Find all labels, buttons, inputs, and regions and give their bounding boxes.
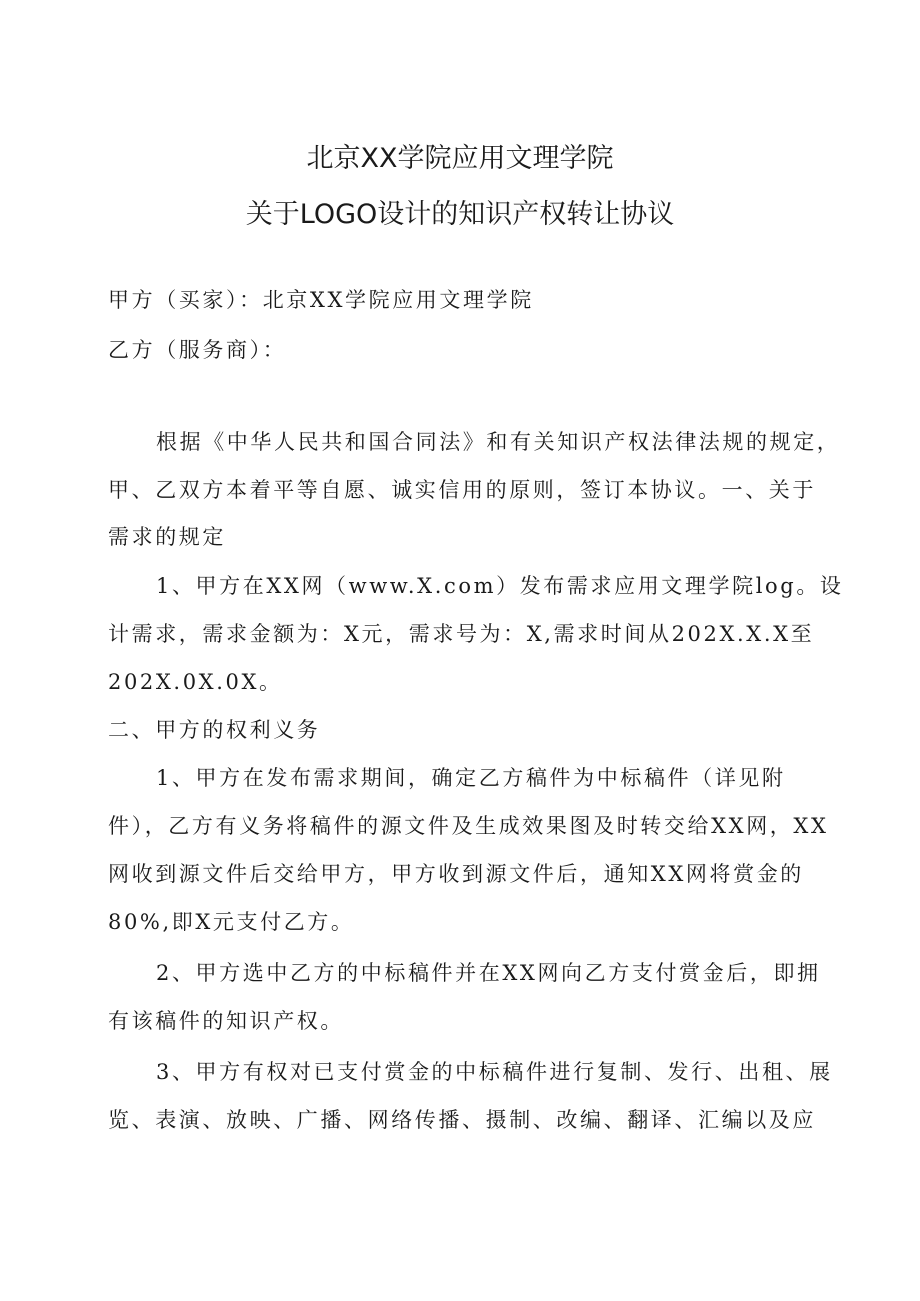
intro-line-3: 需求的规定	[108, 525, 226, 549]
clause3-line-1: 3、甲方有权对已支付赏金的中标稿件进行复制、发行、出租、展	[156, 1060, 833, 1084]
clause2-line-2: 有该稿件的知识产权。	[108, 1009, 344, 1033]
document-title-line1: 北京XX学院应用文理学院	[306, 143, 614, 174]
party-a-line: 甲方（买家）：北京XX学院应用文理学院	[108, 288, 534, 312]
demand-line-1: 1、甲方在XX网（www.X.com）发布需求应用文理学院log。设	[156, 574, 844, 598]
clause1-line-2: 件），乙方有义务将稿件的源文件及生成效果图及时转交给XX网，XX	[108, 814, 829, 838]
intro-line-1: 根据《中华人民共和国合同法》和有关知识产权法律法规的规定，	[156, 430, 841, 454]
document-title-line2: 关于LOGO设计的知识产权转让协议	[245, 199, 675, 230]
clause1-line-3: 网收到源文件后交给甲方，甲方收到源文件后，通知XX网将赏金的	[108, 862, 804, 886]
intro-line-2: 甲、乙双方本着平等自愿、诚实信用的原则，签订本协议。一、关于	[108, 478, 816, 502]
clause1-line-4: 80%,即X元支付乙方。	[108, 910, 355, 934]
clause1-line-1: 1、甲方在发布需求期间，确定乙方稿件为中标稿件（详见附	[156, 766, 786, 790]
clause2-line-1: 2、甲方选中乙方的中标稿件并在XX网向乙方支付赏金后，即拥	[156, 961, 821, 985]
clause3-line-2: 览、表演、放映、广播、网络传播、摄制、改编、翻译、汇编以及应	[108, 1108, 816, 1132]
demand-line-2: 计需求，需求金额为：X元，需求号为：X,需求时间从202X.X.X至	[108, 622, 815, 646]
section2-heading: 二、甲方的权利义务	[108, 718, 321, 742]
demand-line-3: 202X.0X.0X。	[108, 670, 283, 694]
party-b-line: 乙方（服务商）：	[108, 338, 287, 362]
